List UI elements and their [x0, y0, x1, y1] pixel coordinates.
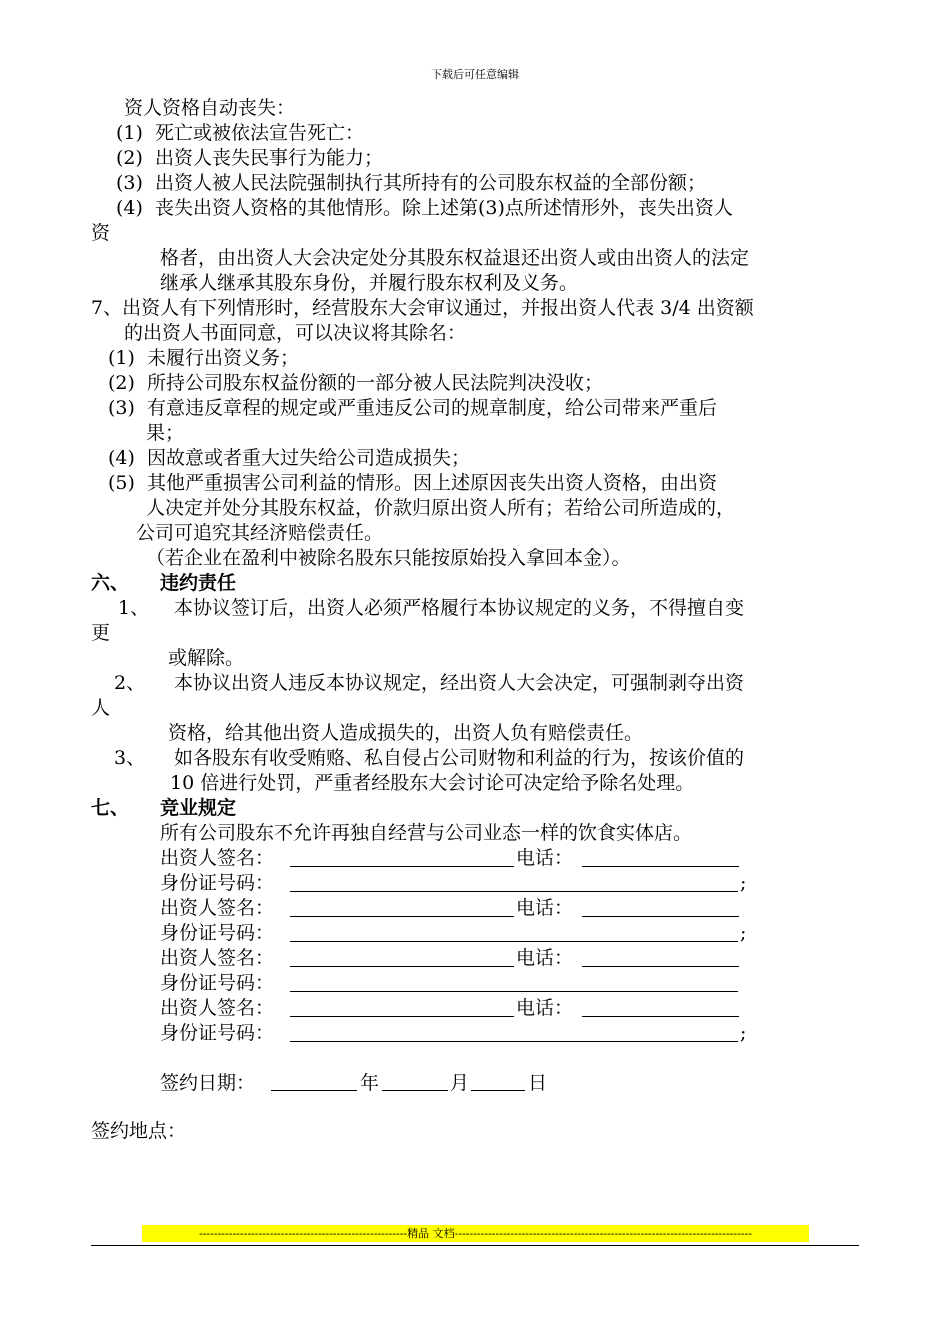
month-label: 月: [450, 1072, 470, 1094]
list-item: (2) 所持公司股东权益份额的一部分被人民法院判决没收；: [108, 372, 603, 394]
signer-name-field[interactable]: [290, 866, 514, 867]
id-field-end: ;: [740, 1022, 747, 1044]
body-line: 如各股东有收受贿赂、私自侵占公司财物和利益的行为，按该价值的: [174, 747, 745, 769]
clause-number: 2、: [114, 672, 146, 694]
body-line: 或解除。: [168, 647, 245, 669]
list-item: (2) 出资人丧失民事行为能力；: [116, 147, 383, 169]
day-field[interactable]: [471, 1090, 525, 1091]
signer-name-field[interactable]: [290, 1016, 514, 1017]
list-item: (1) 死亡或被依法宣告死亡：: [116, 122, 364, 144]
phone-field[interactable]: [582, 1016, 739, 1017]
body-line: 资: [91, 222, 111, 244]
section-title: 竞业规定: [160, 797, 237, 819]
body-line: 公司可追究其经济赔偿责任。: [136, 522, 384, 544]
list-item: (1) 未履行出资义务；: [108, 347, 299, 369]
id-number-label: 身份证号码：: [160, 922, 275, 944]
signer-name-label: 出资人签名：: [160, 947, 275, 969]
phone-label: 电话：: [516, 897, 574, 919]
signer-name-field[interactable]: [290, 966, 514, 967]
id-number-field[interactable]: [290, 1041, 738, 1042]
id-number-label: 身份证号码：: [160, 1022, 275, 1044]
clause-heading: 7、出资人有下列情形时，经营股东大会审议通过，并报出资人代表 3/4 出资额: [91, 297, 754, 319]
day-label: 日: [528, 1072, 548, 1094]
body-line: 资格，给其他出资人造成损失的，出资人负有赔偿责任。: [168, 722, 644, 744]
page-header: 下载后可任意编辑: [431, 68, 519, 81]
list-item: (4) 丧失出资人资格的其他情形。除上述第(3)点所述情形外，丧失出资人: [116, 197, 733, 219]
body-line: 继承人继承其股东身份，并履行股东权利及义务。: [160, 272, 579, 294]
year-label: 年: [360, 1072, 380, 1094]
list-item: (4) 因故意或者重大过失给公司造成损失；: [108, 447, 470, 469]
section-title: 违约责任: [160, 572, 237, 594]
body-line: 资人资格自动丧失：: [124, 97, 296, 119]
signer-name-label: 出资人签名：: [160, 897, 275, 919]
phone-field[interactable]: [582, 866, 739, 867]
body-line: 10 倍进行处罚，严重者经股东大会讨论可决定给予除名处理。: [170, 772, 695, 794]
id-number-label: 身份证号码：: [160, 972, 275, 994]
footer-rule: [91, 1245, 859, 1246]
list-item: (5) 其他严重损害公司利益的情形。因上述原因丧失出资人资格，由出资: [108, 472, 717, 494]
body-line: 所有公司股东不允许再独自经营与公司业态一样的饮食实体店。: [160, 822, 693, 844]
body-line: 格者，由出资人大会决定处分其股东权益退还出资人或由出资人的法定: [160, 247, 750, 269]
list-item: (3) 有意违反章程的规定或严重违反公司的规章制度，给公司带来严重后: [108, 397, 717, 419]
body-line: 本协议出资人违反本协议规定，经出资人大会决定，可强制剥夺出资: [174, 672, 745, 694]
id-number-field[interactable]: [290, 941, 738, 942]
signer-name-field[interactable]: [290, 916, 514, 917]
signer-name-label: 出资人签名：: [160, 997, 275, 1019]
body-line: 人: [91, 697, 111, 719]
body-line: （若企业在盈利中被除名股东只能按原始投入拿回本金）。: [146, 547, 631, 569]
id-field-end: ;: [740, 922, 747, 944]
clause-number: 1、: [118, 597, 150, 619]
signer-name-label: 出资人签名：: [160, 847, 275, 869]
clause-number: 3、: [114, 747, 146, 769]
phone-field[interactable]: [582, 916, 739, 917]
section-number: 七、: [91, 797, 130, 819]
id-number-label: 身份证号码：: [160, 872, 275, 894]
list-item: (3) 出资人被人民法院强制执行其所持有的公司股东权益的全部份额；: [116, 172, 706, 194]
id-number-field[interactable]: [290, 891, 738, 892]
phone-label: 电话：: [516, 997, 574, 1019]
body-line: 本协议签订后，出资人必须严格履行本协议规定的义务，不得擅自变: [174, 597, 745, 619]
sign-date-label: 签约日期：: [160, 1072, 256, 1094]
section-number: 六、: [91, 572, 130, 594]
footer-watermark: --------------------------------------------------------精品 文档--------------------------------------------------------------------------------: [142, 1225, 809, 1242]
month-field[interactable]: [382, 1090, 448, 1091]
id-number-field[interactable]: [290, 991, 738, 992]
body-line: 果；: [146, 422, 185, 444]
phone-field[interactable]: [582, 966, 739, 967]
body-line: 人决定并处分其股东权益，价款归原出资人所有；若给公司所造成的，: [146, 497, 736, 519]
year-field[interactable]: [271, 1090, 357, 1091]
phone-label: 电话：: [516, 847, 574, 869]
body-line: 更: [91, 622, 111, 644]
phone-label: 电话：: [516, 947, 574, 969]
id-field-end: ;: [740, 872, 747, 894]
body-line: 的出资人书面同意，可以决议将其除名：: [124, 322, 467, 344]
sign-place-label: 签约地点：: [91, 1120, 187, 1142]
